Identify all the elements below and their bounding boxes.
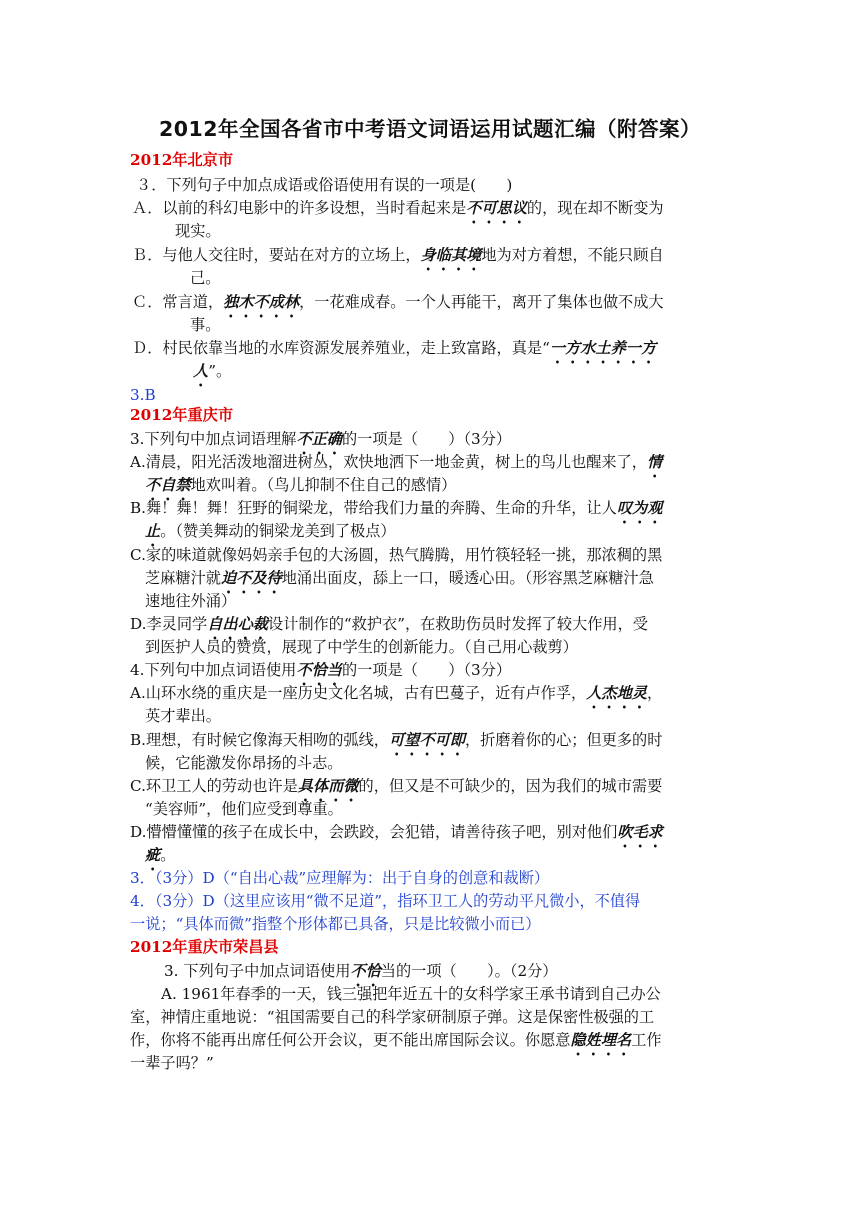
option-b: B.理想，有时候它像海天相吻的弧线，可望不可即，折磨着你的心；但更多的时 (130, 731, 663, 749)
option-d: D.懵懵懂懂的孩子在成长中，会跌跤，会犯错，请善待孩子吧，别对他们吹毛求 (130, 823, 663, 841)
option-b-cont: 己。 (190, 269, 221, 287)
question-stem: 4.下列句中加点词语使用不恰当的一项是（ ）（3分） (130, 661, 512, 679)
option-b-cont: 止。（赞美舞动的铜梁龙美到了极点） (145, 522, 396, 540)
answer-q4: 4．（3分）D（这里应该用“微不足道”，指环卫工人的劳动平凡微小，不值得 (130, 892, 641, 910)
dotted-term: 人杰地灵 (586, 684, 647, 702)
question-stem: 3. 下列句子中加点词语使用不恰当的一项（ ）。（2分） (164, 962, 558, 980)
option-b: Ｂ．与他人交往时，要站在对方的立场上，身临其境地为对方着想，不能只顾自 (132, 246, 664, 264)
dotted-term: 一方水土养一方 (549, 339, 657, 357)
paragraph-line: 作，你将不能再出席任何公开会议，更不能出席国际会议。你愿意隐姓埋名工作 (130, 1031, 662, 1049)
answer-q3: 3．（3分）D（“自出心裁”应理解为：出于自身的创意和裁断） (130, 869, 550, 887)
dotted-term: 止 (145, 522, 161, 540)
answer-beijing: 3.B (130, 386, 156, 404)
dotted-term: 迫不及待 (220, 569, 282, 587)
option-a-cont: 现实。 (175, 222, 221, 240)
option-b-cont: 候，它能激发你昂扬的斗志。 (145, 754, 343, 772)
answer-q4-cont: 一说；“具体而微”指整个形体都已具备，只是比较微小而已） (130, 915, 541, 933)
option-d-cont: 人”。 (193, 362, 232, 380)
paragraph-line: 一辈子吗？” (130, 1054, 214, 1072)
dotted-term: 吹毛求 (617, 823, 663, 841)
option-c: C.环卫工人的劳动也许是具体而微的，但又是不可缺少的，因为我们的城市需要 (130, 777, 663, 795)
option-c-cont: 事。 (190, 316, 221, 334)
dotted-term: 具体而微 (297, 777, 359, 795)
section-heading-chongqing: 2012年重庆市 (130, 406, 234, 424)
option-c-cont: 速地往外涌） (145, 592, 237, 610)
option-a: A.清晨，阳光活泼地溜进树丛，欢快地洒下一地金黄，树上的鸟儿也醒来了，情 (130, 453, 663, 471)
dotted-term: 身临其境 (420, 246, 482, 264)
option-a: Ａ．以前的科幻电影中的许多设想，当时看起来是不可思议的，现在却不断变为 (132, 199, 664, 217)
paragraph-line: A. 1961年春季的一天，钱三强把年近五十的女科学家王承书请到自己办公 (161, 985, 661, 1003)
option-a-cont: 不自禁地欢叫着。（鸟儿抑制不住自己的感情） (145, 476, 457, 494)
option-d-cont: 疵。 (145, 846, 176, 864)
section-heading-beijing: 2012年北京市 (130, 151, 234, 169)
dotted-term: 不自禁 (145, 476, 191, 494)
dotted-term: 不恰 (350, 962, 381, 980)
option-c-cont: 芝麻糖汁就迫不及待地涌出面皮，舔上一口，暖透心田。（形容黑芝麻糖汁急 (145, 569, 654, 587)
option-d: D.李灵同学自出心裁设计制作的“救护衣”，在救助伤员时发挥了较大作用，受 (130, 615, 648, 633)
dotted-term: 独木不成林 (223, 293, 300, 311)
section-heading-rongchang: 2012年重庆市荣昌县 (130, 938, 279, 956)
option-d-cont: 到医护人员的赞赏，展现了中学生的创新能力。（自己用心裁剪） (145, 638, 578, 656)
option-c-cont: “美容师”，他们应受到尊重。 (145, 800, 343, 818)
option-c: C.家的味道就像妈妈亲手包的大汤圆，热气腾腾，用竹筷轻轻一挑，那浓稠的黑 (130, 546, 663, 564)
paragraph-line: 室，神情庄重地说：“祖国需要自己的科学家研制原子弹。这是保密性极强的工 (130, 1008, 655, 1026)
dotted-term: 疵 (145, 846, 161, 864)
option-c: Ｃ．常言道，独木不成林，一花难成春。一个人再能干，离开了集体也做不成大 (132, 293, 664, 311)
dotted-term: 隐姓埋名 (570, 1031, 632, 1049)
question-stem: ３．下列句子中加点成语或俗语使用有误的一项是( ) (136, 176, 513, 194)
option-b: B.舞！舞！舞！狂野的铜梁龙，带给我们力量的奔腾、生命的升华，让人叹为观 (130, 499, 663, 517)
dotted-term: 叹为观 (616, 499, 663, 517)
dotted-term: 不正确 (296, 430, 342, 448)
option-d: Ｄ．村民依靠当地的水库资源发展养殖业，走上致富路，真是“一方水土养一方 (132, 339, 657, 357)
dotted-term: 不恰当 (296, 661, 342, 679)
dotted-term: 可望不可即 (389, 731, 465, 749)
option-a-cont: 英才辈出。 (145, 707, 221, 725)
dotted-term: 自出心裁 (207, 615, 268, 633)
option-a: A.山环水绕的重庆是一座历史文化名城，古有巴蔓子，近有卢作孚，人杰地灵， (130, 684, 663, 702)
question-stem: 3.下列句中加点词语理解不正确的一项是（ ）（3分） (130, 430, 512, 448)
dotted-term: 人 (193, 362, 209, 380)
dotted-term: 不可思议 (466, 199, 527, 217)
dotted-term: 情 (646, 453, 663, 471)
document-title: 2012年全国各省市中考语文词语运用试题汇编（附答案） (158, 117, 702, 141)
